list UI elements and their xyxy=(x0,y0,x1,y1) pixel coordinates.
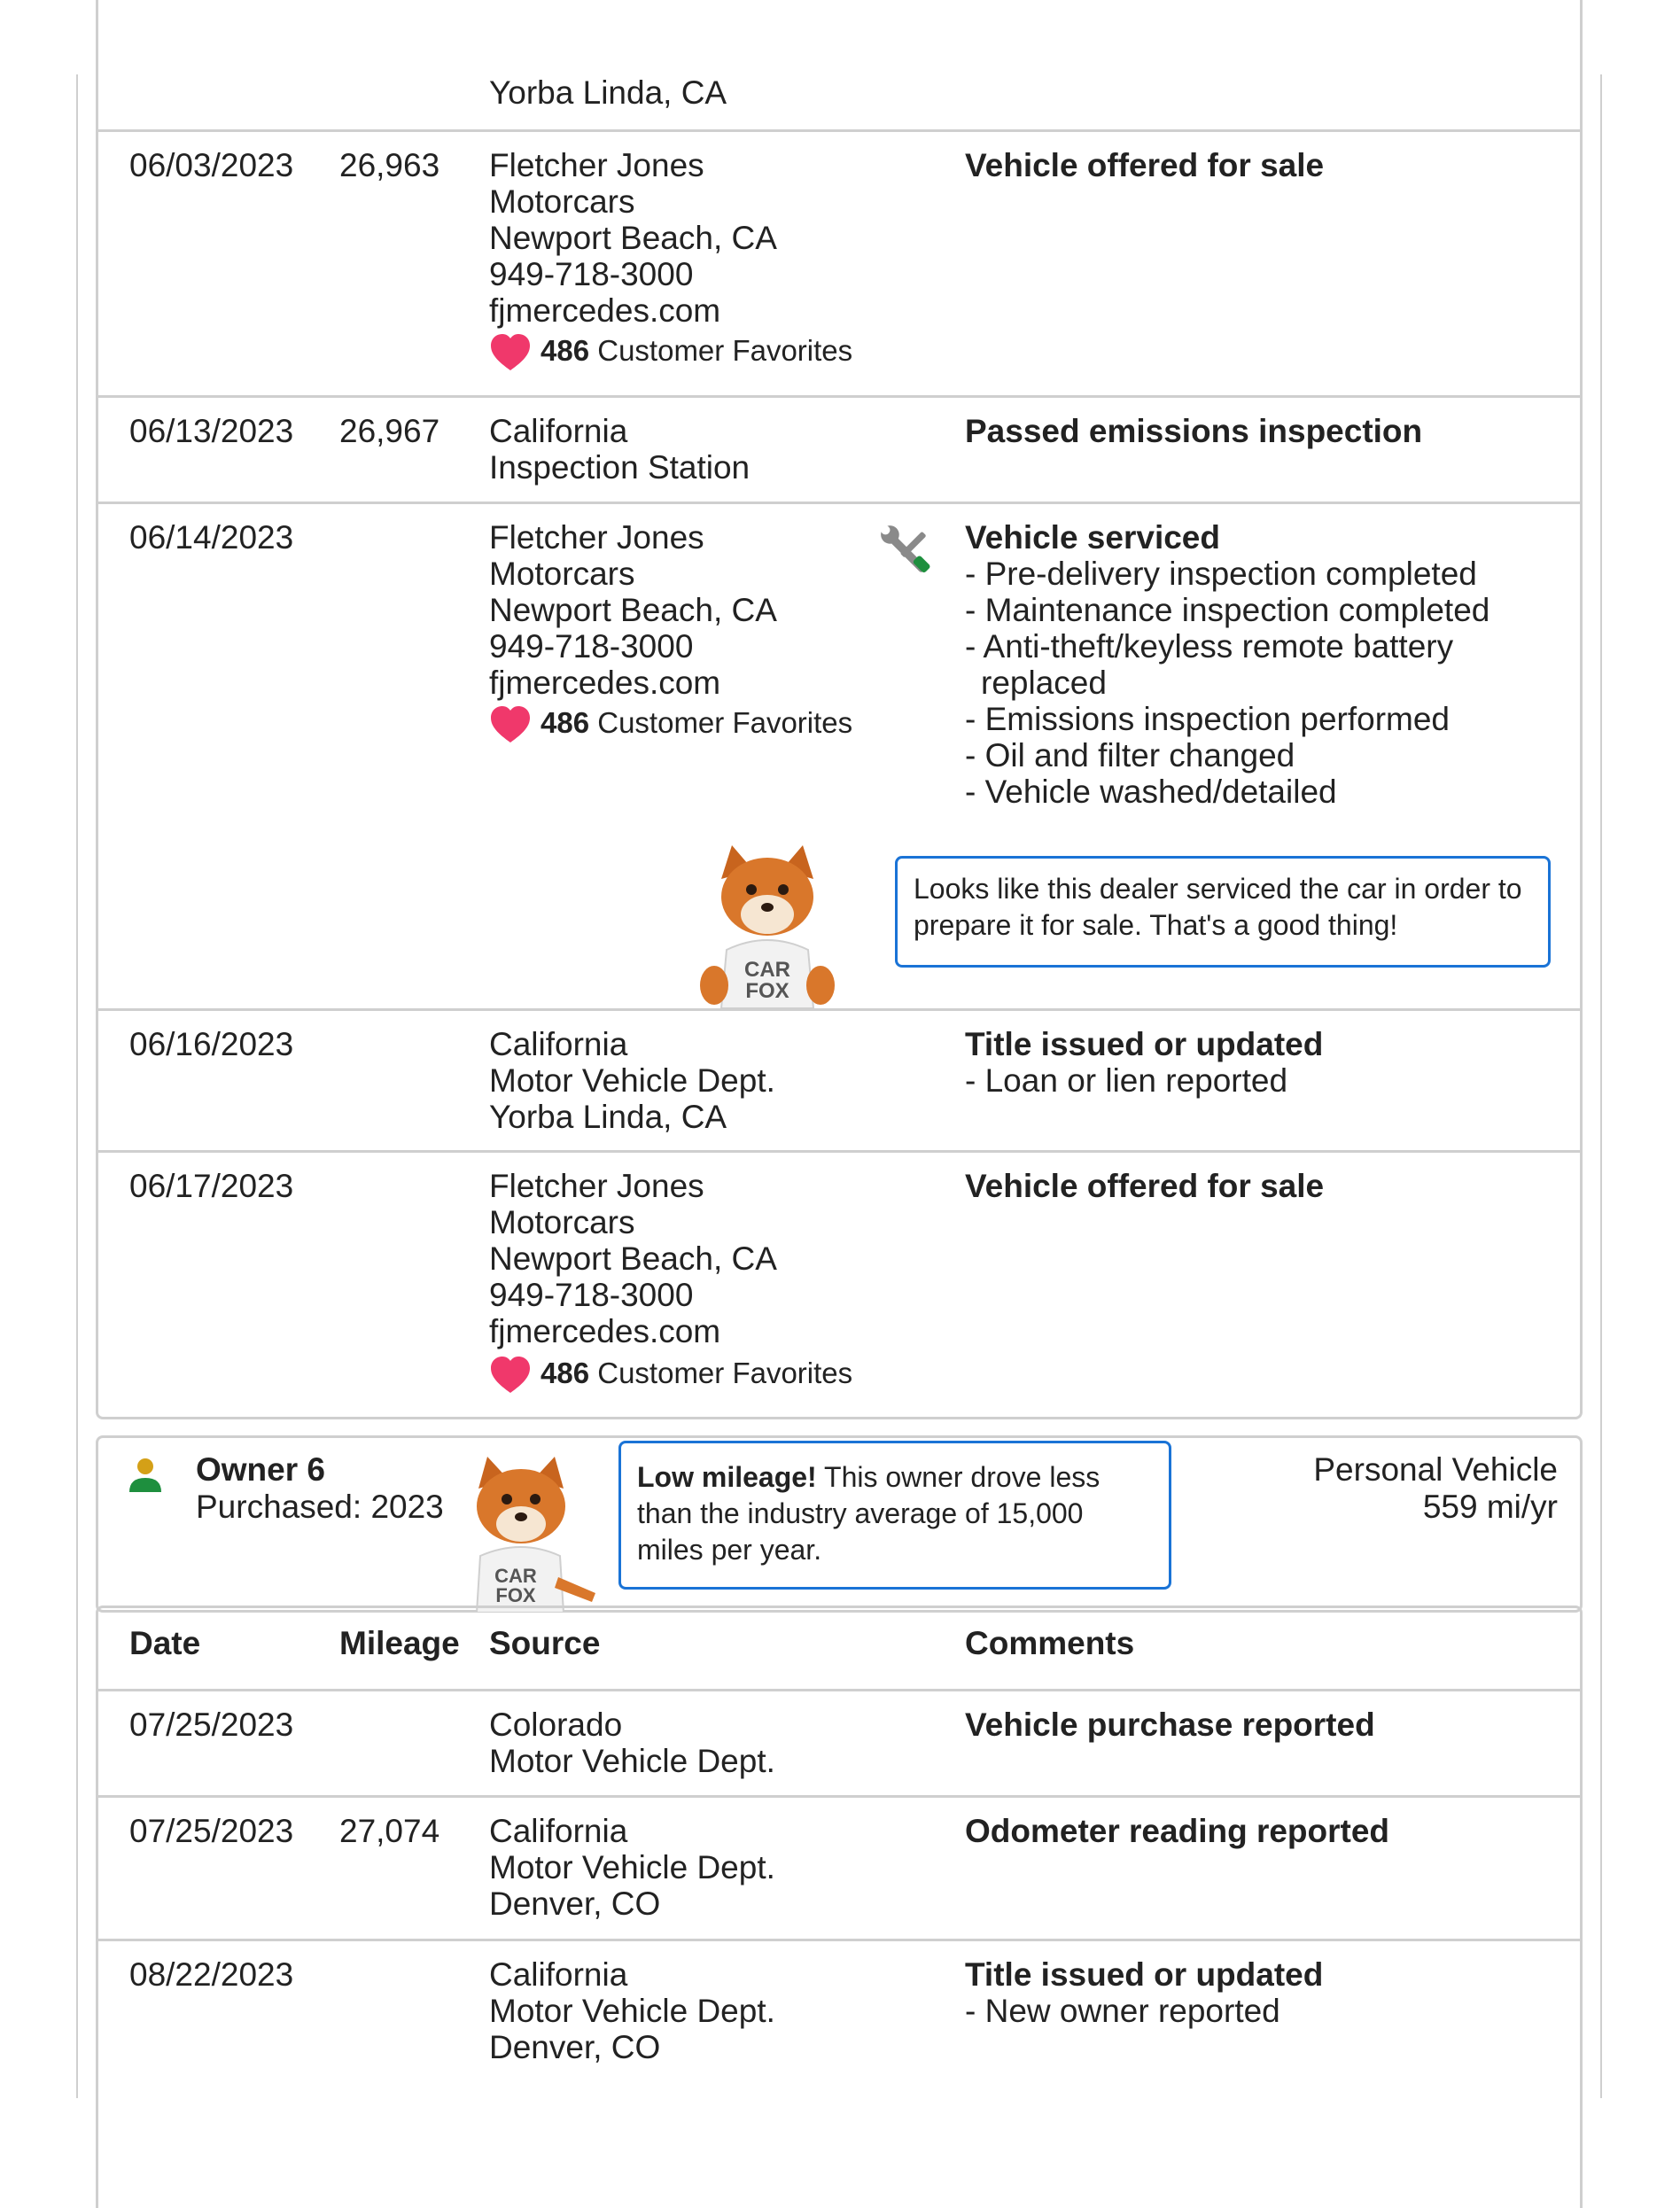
record-source xyxy=(489,1707,775,1779)
source-line: Fletcher Jones xyxy=(489,147,704,183)
heart-icon xyxy=(489,1356,532,1395)
row-separator xyxy=(96,395,1583,398)
record-date: 06/13/2023 xyxy=(129,413,294,449)
source-line: Yorba Linda, CA xyxy=(489,1099,727,1135)
comment-item: - Oil and filter changed xyxy=(965,737,1295,774)
carfox-mascot xyxy=(454,1453,604,1613)
favorites-label: Customer Favorites xyxy=(597,334,853,367)
source-line: Denver, CO xyxy=(489,1885,661,1922)
record-date: 08/22/2023 xyxy=(129,1956,294,1993)
fox-shirt-label: CAR xyxy=(494,1565,537,1587)
column-header-source: Source xyxy=(489,1625,601,1661)
source-line: Motor Vehicle Dept. xyxy=(489,1993,775,2029)
source-location: Yorba Linda, CA xyxy=(489,74,727,111)
page-rule-left xyxy=(76,74,78,2098)
source-line: California xyxy=(489,1956,628,1993)
miles-per-year: 559 mi/yr xyxy=(1422,1489,1558,1525)
row-separator xyxy=(96,1939,1583,1941)
comment-title: Title issued or updated xyxy=(965,1026,1324,1062)
comment-title: Passed emissions inspection xyxy=(965,413,1423,449)
comment-item: - Loan or lien reported xyxy=(965,1062,1288,1099)
fox-shirt-label: FOX xyxy=(495,1584,536,1606)
record-date: 07/25/2023 xyxy=(129,1707,294,1743)
comment-item: - Anti-theft/keyless remote battery replaced xyxy=(965,628,1454,701)
row-separator xyxy=(96,1795,1583,1798)
record-date: 06/17/2023 xyxy=(129,1168,294,1204)
record-date: 07/25/2023 xyxy=(129,1813,294,1849)
record-comments xyxy=(965,1956,1323,2029)
favorites-count: 486 xyxy=(541,334,590,367)
favorites-count: 486 xyxy=(541,706,590,739)
favorites-count: 486 xyxy=(541,1357,590,1389)
source-website-link[interactable]: fjmercedes.com xyxy=(489,665,721,701)
record-source xyxy=(489,1168,777,1349)
record-source xyxy=(489,1813,775,1922)
record-source xyxy=(489,413,750,486)
source-phone[interactable]: 949-718-3000 xyxy=(489,628,694,665)
callout-highlight: Low mileage! xyxy=(637,1461,817,1493)
comment-item: - Emissions inspection performed xyxy=(965,701,1450,737)
record-source xyxy=(489,519,777,701)
source-line: Inspection Station xyxy=(489,449,751,486)
source-line: Motor Vehicle Dept. xyxy=(489,1062,775,1099)
row-separator xyxy=(96,1008,1583,1011)
column-header-date: Date xyxy=(129,1625,201,1661)
vehicle-use-type: Personal Vehicle xyxy=(1313,1451,1558,1488)
source-line: California xyxy=(489,413,628,449)
comment-item: - Vehicle washed/detailed xyxy=(965,774,1337,810)
source-line: Motorcars xyxy=(489,1204,635,1240)
service-comments xyxy=(965,519,1532,810)
source-line: California xyxy=(489,1026,628,1062)
source-line: Newport Beach, CA xyxy=(489,1240,777,1277)
owner-person-icon xyxy=(128,1457,163,1492)
heart-icon xyxy=(489,333,532,372)
record-source xyxy=(489,147,777,329)
row-separator xyxy=(96,129,1583,132)
source-line: California xyxy=(489,1813,628,1849)
comment-item: - New owner reported xyxy=(965,1993,1280,2029)
record-date: 06/14/2023 xyxy=(129,519,294,556)
owner6-history-table xyxy=(96,1605,1583,2208)
customer-favorites xyxy=(489,333,852,372)
carfox-mascot xyxy=(696,844,838,1012)
record-source xyxy=(489,1956,775,2065)
source-line: Motorcars xyxy=(489,183,635,220)
source-line: Colorado xyxy=(489,1707,623,1743)
source-phone[interactable]: 949-718-3000 xyxy=(489,1277,694,1313)
source-line: Denver, CO xyxy=(489,2029,661,2065)
comment-item: - Maintenance inspection completed xyxy=(965,592,1490,628)
source-website-link[interactable]: fjmercedes.com xyxy=(489,1313,721,1349)
record-mileage: 27,074 xyxy=(339,1813,440,1849)
row-separator xyxy=(96,1150,1583,1153)
page-rule-right xyxy=(1600,74,1602,2098)
source-line: Fletcher Jones xyxy=(489,519,704,556)
source-line: Motor Vehicle Dept. xyxy=(489,1743,775,1779)
comment-item: - Pre-delivery inspection completed xyxy=(965,556,1477,592)
favorites-label: Customer Favorites xyxy=(597,1357,853,1389)
dealer-service-callout: Looks like this dealer serviced the car in order to prepare it for sale. That's a good thing! xyxy=(895,856,1551,968)
callout-text: This owner drove less than the industry average of 15,000 miles per year. xyxy=(637,1461,1101,1566)
source-line: Motor Vehicle Dept. xyxy=(489,1849,775,1885)
record-date: 06/16/2023 xyxy=(129,1026,294,1062)
record-mileage: 26,963 xyxy=(339,147,440,183)
customer-favorites xyxy=(489,1356,852,1395)
comment-title: Vehicle serviced xyxy=(965,519,1220,556)
comment-title: Vehicle purchase reported xyxy=(965,1707,1375,1743)
favorites-label: Customer Favorites xyxy=(597,706,853,739)
comment-title: Title issued or updated xyxy=(965,1956,1324,1993)
record-mileage: 26,967 xyxy=(339,413,440,449)
fox-shirt-label: CAR xyxy=(744,958,790,982)
owner-title: Owner 6 xyxy=(196,1451,325,1488)
source-line: Motorcars xyxy=(489,556,635,592)
wrench-screwdriver-icon xyxy=(877,523,936,581)
record-date: 06/03/2023 xyxy=(129,147,294,183)
comment-title: Odometer reading reported xyxy=(965,1813,1390,1849)
fox-shirt-label: FOX xyxy=(745,979,789,1003)
source-website-link[interactable]: fjmercedes.com xyxy=(489,292,721,329)
source-line: Newport Beach, CA xyxy=(489,592,777,628)
owner-purchased: Purchased: 2023 xyxy=(196,1489,444,1525)
source-line: Newport Beach, CA xyxy=(489,220,777,256)
record-comments xyxy=(965,1026,1323,1099)
record-source xyxy=(489,1026,775,1135)
source-line: Fletcher Jones xyxy=(489,1168,704,1204)
heart-icon xyxy=(489,705,532,744)
column-header-comments: Comments xyxy=(965,1625,1135,1661)
low-mileage-callout xyxy=(618,1441,1171,1590)
source-phone[interactable]: 949-718-3000 xyxy=(489,256,694,292)
comment-title: Vehicle offered for sale xyxy=(965,1168,1325,1204)
column-header-mileage: Mileage xyxy=(339,1625,460,1661)
row-separator xyxy=(96,1689,1583,1691)
row-separator xyxy=(96,501,1583,504)
comment-title: Vehicle offered for sale xyxy=(965,147,1325,183)
customer-favorites xyxy=(489,705,852,744)
